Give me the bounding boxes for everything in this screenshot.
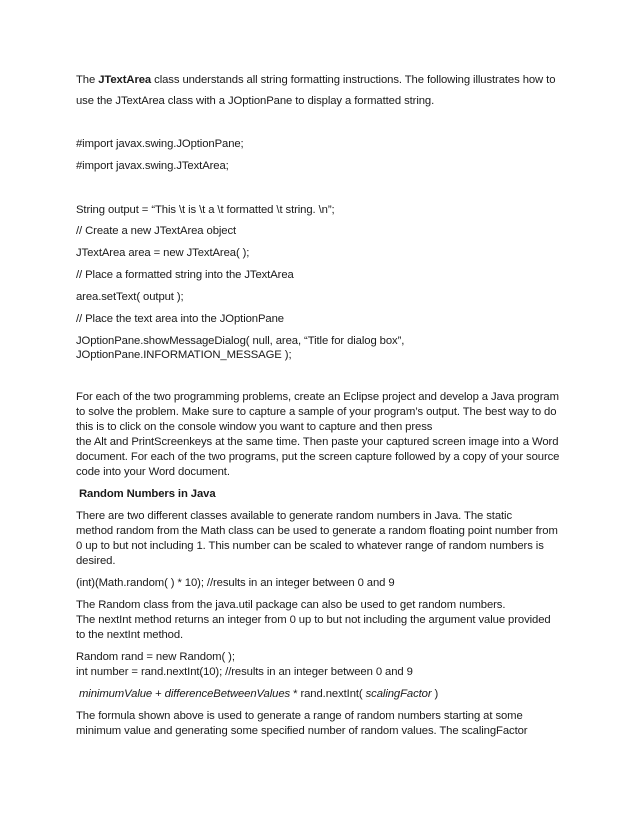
instruction-line: the Alt and PrintScreenkeys at the same time. Then paste your captured screen image into a Word xyxy=(76,436,559,448)
paragraph-line: 0 up to but not including 1. This number can be scaled to whatever range of random numbers is xyxy=(76,540,544,552)
formula-mid: * rand.nextInt( xyxy=(290,688,366,700)
code-line: area.setText( output ); xyxy=(76,291,184,303)
instruction-line: to solve the problem. Make sure to capture a sample of your program’s output. The best way to do xyxy=(76,406,557,418)
import-line: #import javax.swing.JOptionPane; xyxy=(76,138,244,150)
code-line: JTextArea area = new JTextArea( ); xyxy=(76,247,250,259)
code-comment: // Place the text area into the JOptionPane xyxy=(76,313,284,325)
paragraph-line: The nextInt method returns an integer from 0 up to but not including the argument value provided xyxy=(76,614,551,626)
intro-line-2: use the JTextArea class with a JOptionPane to display a formatted string. xyxy=(76,95,435,107)
import-line: #import javax.swing.JTextArea; xyxy=(76,160,229,172)
instruction-line: document. For each of the two programs, put the screen capture followed by a copy of your source xyxy=(76,451,560,463)
code-line: JOptionPane.INFORMATION_MESSAGE ); xyxy=(76,349,292,361)
instruction-line: this is to click on the console window you want to capture and then press xyxy=(76,421,433,433)
code-line: (int)(Math.random( ) * 10); //results in an integer between 0 and 9 xyxy=(76,577,395,589)
intro-text-post: class understands all string formatting instructions. The following illustrates how to xyxy=(151,74,556,86)
intro-line-1 xyxy=(76,73,555,87)
paragraph-line: There are two different classes available to generate random numbers in Java. The static xyxy=(76,510,512,522)
paragraph-line: The formula shown above is used to generate a range of random numbers starting at some xyxy=(76,710,523,722)
instruction-line: code into your Word document. xyxy=(76,466,230,478)
code-line: JOptionPane.showMessageDialog( null, area, “Title for dialog box”, xyxy=(76,335,405,347)
formula-min-value: minimumValue xyxy=(79,688,153,700)
paragraph-line: to the nextInt method. xyxy=(76,629,184,641)
paragraph-line: desired. xyxy=(76,555,116,567)
paragraph-line: method random from the Math class can be used to generate a random floating point number from xyxy=(76,525,558,537)
code-comment: // Create a new JTextArea object xyxy=(76,225,237,237)
intro-text-pre: The xyxy=(76,74,99,86)
code-line: String output = “This \t is \t a \t formatted \t string. \n”; xyxy=(76,204,335,216)
section-heading: Random Numbers in Java xyxy=(79,488,216,500)
code-comment: // Place a formatted string into the JTextArea xyxy=(76,269,294,281)
formula-end: ) xyxy=(431,688,439,700)
code-line: Random rand = new Random( ); xyxy=(76,651,235,663)
formula-scaling-factor: scalingFactor xyxy=(365,688,432,700)
jtextarea-class-name: JTextArea xyxy=(98,74,152,86)
formula-plus: + xyxy=(152,688,165,700)
paragraph-line: The Random class from the java.util package can also be used to get random numbers. xyxy=(76,599,506,611)
formula-difference: differenceBetweenValues xyxy=(164,688,291,700)
formula-line xyxy=(79,687,438,701)
instruction-line: For each of the two programming problems, create an Eclipse project and develop a Java program xyxy=(76,391,559,403)
code-line: int number = rand.nextInt(10); //results in an integer between 0 and 9 xyxy=(76,666,413,678)
paragraph-line: minimum value and generating some specified number of random values. The scalingFactor xyxy=(76,725,528,737)
